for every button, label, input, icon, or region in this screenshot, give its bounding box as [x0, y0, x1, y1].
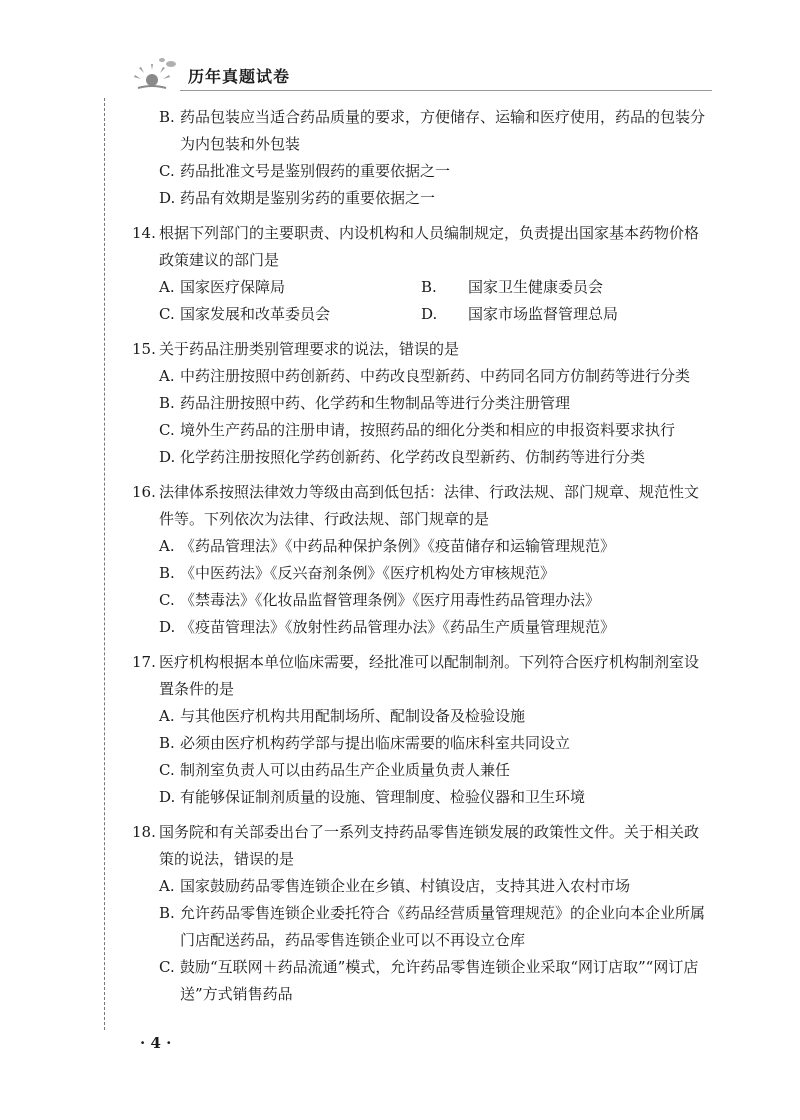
option-text: 药品有效期是鉴别劣药的重要依据之一	[180, 189, 436, 207]
option-text: 与其他医疗机构共用配制场所、配制设备及检验设施	[180, 707, 526, 725]
option-text: 必须由医疗机构药学部与提出临床需要的临床科室共同设立	[180, 734, 571, 752]
option	[421, 301, 710, 328]
option	[132, 730, 710, 757]
question-number: 16.	[132, 483, 156, 501]
question-number: 15.	[132, 340, 156, 358]
option	[132, 444, 710, 471]
option-text: 国家市场监督管理总局	[468, 305, 619, 323]
question-17	[132, 649, 710, 811]
option-text: 国家发展和改革委员会	[180, 305, 331, 323]
option-label: C.	[159, 591, 175, 609]
page-header	[132, 54, 712, 98]
options-grid	[132, 274, 710, 328]
option	[132, 158, 710, 185]
option-label: D.	[159, 448, 176, 466]
option-text: 《疫苗管理法》《放射性药品管理办法》《药品生产质量管理规范》	[180, 618, 616, 636]
option-label: A.	[159, 707, 175, 725]
question-15	[132, 336, 710, 471]
question-stem	[132, 336, 710, 363]
exam-content	[132, 104, 710, 1008]
question-stem	[132, 220, 710, 274]
option-label: C.	[159, 761, 175, 779]
question-14	[132, 220, 710, 328]
option	[132, 587, 710, 614]
option-text: 有能够保证制剂质量的设施、管理制度、检验仪器和卫生环境	[180, 788, 586, 806]
option	[132, 185, 710, 212]
option	[132, 301, 421, 328]
question-stem	[132, 649, 710, 703]
option-text: 国家医疗保障局	[180, 278, 286, 296]
option-label: D.	[159, 618, 176, 636]
option	[132, 900, 710, 954]
option	[132, 363, 710, 390]
question-text: 关于药品注册类别管理要求的说法，错误的是	[159, 340, 460, 358]
option	[132, 873, 710, 900]
option	[132, 614, 710, 641]
option-label: A.	[159, 278, 175, 296]
option-label: A.	[159, 877, 175, 895]
option-label: A.	[159, 367, 175, 385]
option	[421, 274, 710, 301]
option-label: C.	[159, 162, 175, 180]
option-label: B.	[421, 278, 437, 296]
option	[132, 757, 710, 784]
header-title: 历年真题试卷	[188, 67, 291, 86]
option-label: D.	[421, 305, 438, 323]
option	[132, 560, 710, 587]
option-text: 《中医药法》《反兴奋剂条例》《医疗机构处方审核规范》	[180, 564, 556, 582]
sunburst-logo-icon	[132, 54, 180, 94]
option-text: 《药品管理法》《中药品种保护条例》《疫苗储存和运输管理规范》	[180, 537, 616, 555]
option-text: 国家卫生健康委员会	[468, 278, 604, 296]
option	[132, 104, 710, 158]
option-text: 国家鼓励药品零售连锁企业在乡镇、村镇设店，支持其进入农村市场	[180, 877, 631, 895]
option-text: 制剂室负责人可以由药品生产企业质量负责人兼任	[180, 761, 511, 779]
question-number: 18.	[132, 823, 156, 841]
question-stem	[132, 479, 710, 533]
header-rule	[180, 90, 712, 91]
option-text: 鼓励“互联网＋药品流通”模式，允许药品零售连锁企业采取“网订店取”“网订店送”方式销售药品	[180, 958, 699, 1003]
option-text: 药品包装应当适合药品质量的要求，方便储存、运输和医疗使用，药品的包装分为内包装和外包装	[180, 108, 706, 153]
option	[132, 274, 421, 301]
option	[132, 954, 710, 1008]
option-label: D.	[159, 189, 176, 207]
question-18	[132, 819, 710, 1008]
option	[132, 533, 710, 560]
option-label: B.	[159, 564, 175, 582]
option-label: C.	[159, 305, 175, 323]
page-number: · 4 ·	[140, 1034, 172, 1052]
question-text: 国务院和有关部委出台了一系列支持药品零售连锁发展的政策性文件。关于相关政策的说法，错误的是	[159, 823, 700, 868]
option-label: C.	[159, 421, 175, 439]
option	[132, 703, 710, 730]
option	[132, 417, 710, 444]
question-stem	[132, 819, 710, 873]
option-text: 允许药品零售连锁企业委托符合《药品经营质量管理规范》的企业向本企业所属门店配送药品，药品零售连锁企业可以不再设立仓库	[180, 904, 706, 949]
option	[132, 784, 710, 811]
question-text: 医疗机构根据本单位临床需要，经批准可以配制制剂。下列符合医疗机构制剂室设置条件的是	[159, 653, 700, 698]
option-label: B.	[159, 904, 175, 922]
question-number: 14.	[132, 224, 156, 242]
question-text: 根据下列部门的主要职责、内设机构和人员编制规定，负责提出国家基本药物价格政策建议的部门是	[159, 224, 700, 269]
option-text: 境外生产药品的注册申请，按照药品的细化分类和相应的申报资料要求执行	[180, 421, 676, 439]
option	[132, 390, 710, 417]
option-text: 药品批准文号是鉴别假药的重要依据之一	[180, 162, 451, 180]
option-label: C.	[159, 958, 175, 976]
binding-line	[104, 98, 105, 1030]
question-text: 法律体系按照法律效力等级由高到低包括：法律、行政法规、部门规章、规范性文件等。下列依次为法律、行政法规、部门规章的是	[159, 483, 700, 528]
option-label: D.	[159, 788, 176, 806]
option-text: 中药注册按照中药创新药、中药改良型新药、中药同名同方仿制药等进行分类	[180, 367, 691, 385]
question-number: 17.	[132, 653, 156, 671]
option-label: B.	[159, 394, 175, 412]
option-text: 《禁毒法》《化妆品监督管理条例》《医疗用毒性药品管理办法》	[180, 591, 601, 609]
option-label: B.	[159, 734, 175, 752]
question-16	[132, 479, 710, 641]
carry-over-options	[132, 104, 710, 212]
option-text: 药品注册按照中药、化学药和生物制品等进行分类注册管理	[180, 394, 571, 412]
option-label: A.	[159, 537, 175, 555]
option-label: B.	[159, 108, 175, 126]
option-text: 化学药注册按照化学药创新药、化学药改良型新药、仿制药等进行分类	[180, 448, 646, 466]
